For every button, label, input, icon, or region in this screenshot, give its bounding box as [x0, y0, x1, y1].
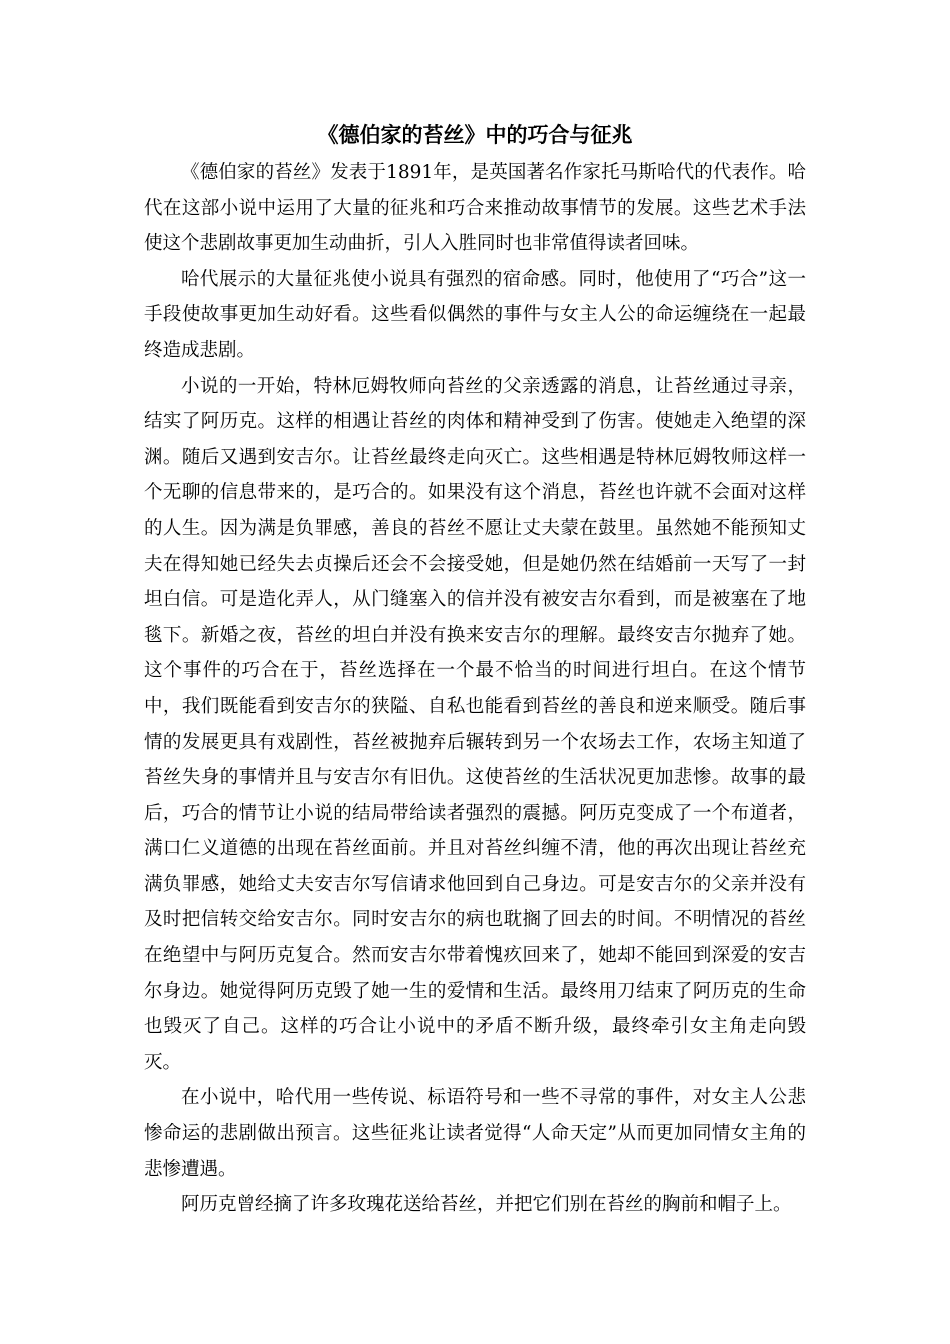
paragraph-1: 《德伯家的苔丝》发表于1891年，是英国著名作家托马斯哈代的代表作。哈代在这部小说中运用了大量的征兆和巧合来推动故事情节的发展。这些艺术手法使这个悲剧故事更加生动曲折，引人入胜同时也非常值得读者回味。	[144, 162, 806, 255]
document-body	[144, 155, 806, 1223]
paragraph-2: 哈代展示的大量征兆使小说具有强烈的宿命感。同时，他使用了“巧合”这一手段使故事更加生动好看。这些看似偶然的事件与女主人公的命运缠绕在一起最终造成悲剧。	[144, 268, 806, 361]
document-title: 《德伯家的苔丝》中的巧合与征兆	[317, 123, 633, 147]
paragraph-5: 阿历克曾经摘了许多玫瑰花送给苔丝，并把它们别在苔丝的胸前和帽子上。	[181, 1194, 792, 1216]
paragraph-4: 在小说中，哈代用一些传说、标语符号和一些不寻常的事件，对女主人公悲惨命运的悲剧做出预言。这些征兆让读者觉得“人命天定”从而更加同情女主角的悲惨遭遇。	[144, 1087, 806, 1180]
paragraph-3: 小说的一开始，特林厄姆牧师向苔丝的父亲透露的消息，让苔丝通过寻亲，结实了阿历克。这样的相遇让苔丝的肉体和精神受到了伤害。使她走入绝望的深渊。随后又遇到安吉尔。让苔丝最终走向灭亡。这些相遇是特林厄姆牧师这样一个无聊的信息带来的，是巧合的。如果没有这个消息，苔丝也许就不会面对这样的人生。因为满是负罪感，善良的苔丝不愿让丈夫蒙在鼓里。虽然她不能预知丈夫在得知她已经失去贞操后还会不会接受她，但是她仍然在结婚前一天写了一封坦白信。可是造化弄人，从门缝塞入的信并没有被安吉尔看到，而是被塞在了地毯下。新婚之夜，苔丝的坦白并没有换来安吉尔的理解。最终安吉尔抛弃了她。这个事件的巧合在于，苔丝选择在一个最不恰当的时间进行坦白。在这个情节中，我们既能看到安吉尔的狭隘、自私也能看到苔丝的善良和逆来顺受。随后事情的发展更具有戏剧性，苔丝被抛弃后辗转到另一个农场去工作，农场主知道了苔丝失身的事情并且与安吉尔有旧仇。这使苔丝的生活状况更加悲惨。故事的最后，巧合的情节让小说的结局带给读者强烈的震撼。阿历克变成了一个布道者，满口仁义道德的出现在苔丝面前。并且对苔丝纠缠不清，他的再次出现让苔丝充满负罪感，她给丈夫安吉尔写信请求他回到自己身边。可是安吉尔的父亲并没有及时把信转交给安吉尔。同时安吉尔的病也耽搁了回去的时间。不明情况的苔丝在绝望中与阿历克复合。然而安吉尔带着愧疚回来了，她却不能回到深爱的安吉尔身边。她觉得阿历克毁了她一生的爱情和生活。最终用刀结束了阿历克的生命也毁灭了自己。这样的巧合让小说中的矛盾不断升级，最终牵引女主角走向毁灭。	[144, 375, 806, 1073]
